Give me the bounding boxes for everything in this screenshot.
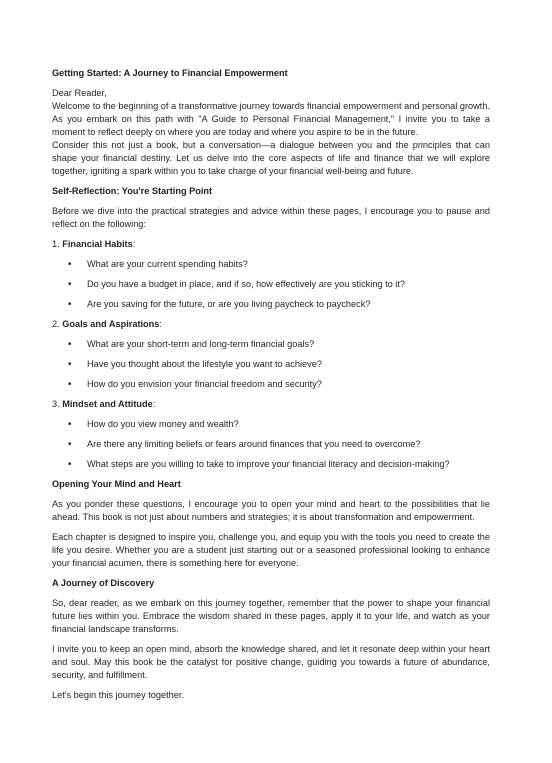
list-item: • What are your current spending habits? <box>52 258 490 271</box>
open-mind-paragraph-2: Each chapter is designed to inspire you, challenge you, and equip you with the tools you need to create the life you desire. Whether you are a student just starting out or a seasoned professional looking to enhance your financial acumen, there is something here for everyone. <box>52 532 490 568</box>
discovery-paragraph-2: I invite you to keep an open mind, absorb the knowledge shared, and let it resonate deep within your heart and soul. May this book be the catalyst for positive change, guiding you towards a future of abundance, security, and fulfillment. <box>52 644 490 680</box>
bullet-list-mindset <box>52 418 490 471</box>
document-title: Getting Started: A Journey to Financial Empowerment <box>52 68 288 78</box>
document-page <box>52 67 490 709</box>
list-number: 1. <box>52 239 63 249</box>
list-suffix: : <box>132 239 136 249</box>
list-suffix: : <box>159 319 162 329</box>
section-heading-open-mind: Opening Your Mind and Heart <box>52 479 181 489</box>
list-group-goals <box>52 318 490 331</box>
list-group-financial-habits <box>52 238 490 251</box>
list-number: 3. <box>52 399 63 409</box>
list-suffix: : <box>152 399 156 409</box>
bullet-list-goals <box>52 338 490 391</box>
section-heading-self-reflection: Self-Reflection: You're Starting Point <box>52 186 213 196</box>
list-number: 2. <box>52 319 63 329</box>
list-item: • Have you thought about the lifestyle you want to achieve? <box>52 358 490 371</box>
list-item: • Are there any limiting beliefs or fears around finances that you need to overcome? <box>52 438 490 451</box>
salutation: Dear Reader, <box>52 88 107 98</box>
list-item: • Are you saving for the future, or are you living paycheck to paycheck? <box>52 298 490 311</box>
bullet-list-financial-habits <box>52 258 490 311</box>
self-reflection-paragraph: Before we dive into the practical strategies and advice within these pages, I encourage you to pause and reflect on the following: <box>52 206 490 229</box>
list-group-mindset <box>52 398 490 411</box>
closing-line: Let's begin this journey together. <box>52 690 184 700</box>
section-heading-discovery: A Journey of Discovery <box>52 578 155 588</box>
intro-paragraph-1: Welcome to the beginning of a transformative journey towards financial empowerment and personal growth. As you embark on this path with "A Guide to Personal Financial Management," I invite you to take a moment to reflect deeply on where you are today and where you aspire to be in the future. <box>52 101 490 137</box>
list-item: • What are your short-term and long-term financial goals? <box>52 338 490 351</box>
list-item: • How do you envision your financial freedom and security? <box>52 378 490 391</box>
list-item: • What steps are you willing to take to improve your financial literacy and decision-making? <box>52 458 490 471</box>
list-group-label: Mindset and Attitude <box>62 399 153 409</box>
list-group-label: Financial Habits <box>62 239 133 249</box>
list-item: • How do you view money and wealth? <box>52 418 490 431</box>
list-group-label: Goals and Aspirations <box>62 319 160 329</box>
discovery-paragraph-1: So, dear reader, as we embark on this journey together, remember that the power to shape your financial future lies within you. Embrace the wisdom shared in these pages, apply it to your life, and watch as your financial landscape transforms. <box>52 598 490 634</box>
list-item: • Do you have a budget in place, and if so, how effectively are you sticking to it? <box>52 278 490 291</box>
open-mind-paragraph-1: As you ponder these questions, I encourage you to open your mind and heart to the possibilities that lie ahead. This book is not just about numbers and strategies; it is about transformation and empowerment. <box>52 499 490 522</box>
intro-paragraph-2: Consider this not just a book, but a conversation—a dialogue between you and the principles that can shape your financial destiny. Let us delve into the core aspects of life and finance that we will explore together, igniting a spark within you to take charge of your financial well-being and future. <box>52 140 490 176</box>
